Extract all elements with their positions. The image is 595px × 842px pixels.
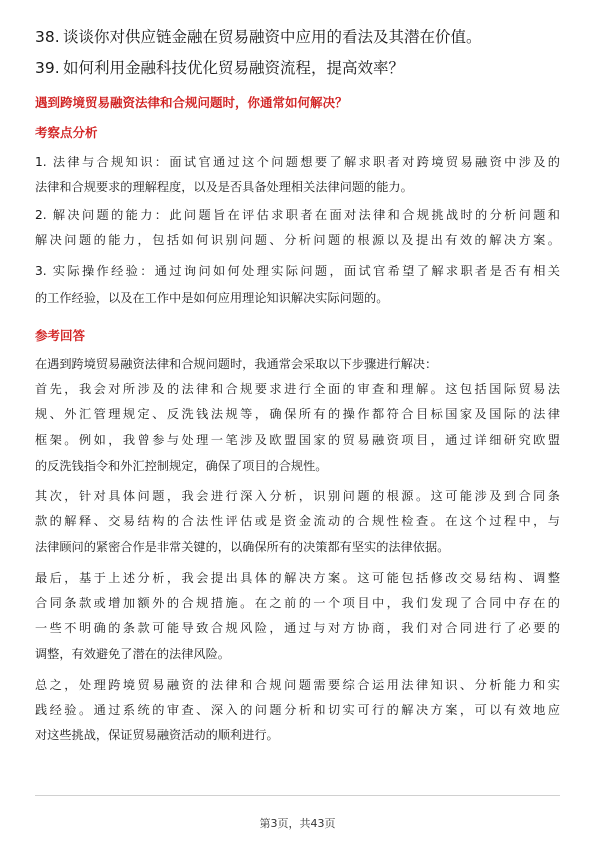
text-line: 在遇到跨境贸易融资法律和合规问题时，我通常会采取以下步骤进行解决：	[35, 357, 438, 371]
text-line: 款的解释、交易结构的合法性评估或是资金流动的合规性检查。在这个过程中，与	[35, 514, 560, 528]
text-line: 框架。例如，我曾参与处理一笔涉及欧盟国家的贸易融资项目，通过详细研究欧盟	[35, 433, 560, 447]
footer-divider	[35, 795, 560, 796]
answer-heading: 参考回答	[35, 328, 86, 343]
text-line: 总之，处理跨境贸易融资的法律和合规问题需要综合运用法律知识、分析能力和实	[35, 678, 560, 692]
text-line: 合同条款或增加额外的合规措施。在之前的一个项目中，我们发现了合同中存在的	[35, 596, 560, 610]
question-text: 如何利用金融科技优化贸易融资流程，提高效率？	[63, 59, 405, 77]
text-line: 最后，基于上述分析，我会提出具体的解决方案。这可能包括修改交易结构、调整	[35, 571, 560, 585]
text-line: 1. 法律与合规知识：面试官通过这个问题想要了解求职者对跨境贸易融资中涉及的	[35, 155, 560, 169]
text-line: 首先，我会对所涉及的法律和合规要求进行全面的审查和理解。这包括国际贸易法	[35, 382, 560, 396]
text-line: 的反洗钱指令和外汇控制规定，确保了项目的合规性。	[35, 459, 328, 473]
question-text: 谈谈你对供应链金融在贸易融资中应用的看法及其潜在价值。	[63, 28, 482, 46]
text-line: 规、外汇管理规定、反洗钱法规等，确保所有的操作都符合目标国家及国际的法律	[35, 407, 560, 421]
question-number: 39.	[35, 59, 60, 77]
text-line: 2. 解决问题的能力：此问题旨在评估求职者在面对法律和合规挑战时的分析问题和	[35, 208, 560, 222]
analysis-heading: 考察点分析	[35, 125, 98, 140]
focus-question: 遇到跨境贸易融资法律和合规问题时，你通常如何解决？	[35, 95, 348, 110]
text-line: 其次，针对具体问题，我会进行深入分析，识别问题的根源。这可能涉及到合同条	[35, 489, 560, 503]
text-line: 解决问题的能力，包括如何识别问题、分析问题的根源以及提出有效的解决方案。	[35, 233, 560, 247]
text-line: 法律和合规要求的理解程度，以及是否具备处理相关法律问题的能力。	[35, 180, 413, 194]
text-line: 的工作经验，以及在工作中是如何应用理论知识解决实际问题的。	[35, 291, 389, 305]
text-line: 对这些挑战，保证贸易融资活动的顺利进行。	[35, 728, 279, 742]
text-line: 一些不明确的条款可能导致合规风险，通过与对方协商，我们对合同进行了必要的	[35, 621, 560, 635]
text-line: 3. 实际操作经验：通过询问如何处理实际问题，面试官希望了解求职者是否有相关	[35, 264, 560, 278]
text-line: 践经验。通过系统的审查、深入的问题分析和切实可行的解决方案，可以有效地应	[35, 703, 560, 717]
text-line: 调整，有效避免了潜在的法律风险。	[35, 647, 230, 661]
question-39	[35, 58, 404, 78]
page-footer: 第3页，共43页	[259, 817, 336, 830]
text-line: 法律顾问的紧密合作是非常关键的，以确保所有的决策都有坚实的法律依据。	[35, 540, 450, 554]
question-38	[35, 27, 482, 47]
question-number: 38.	[35, 28, 60, 46]
